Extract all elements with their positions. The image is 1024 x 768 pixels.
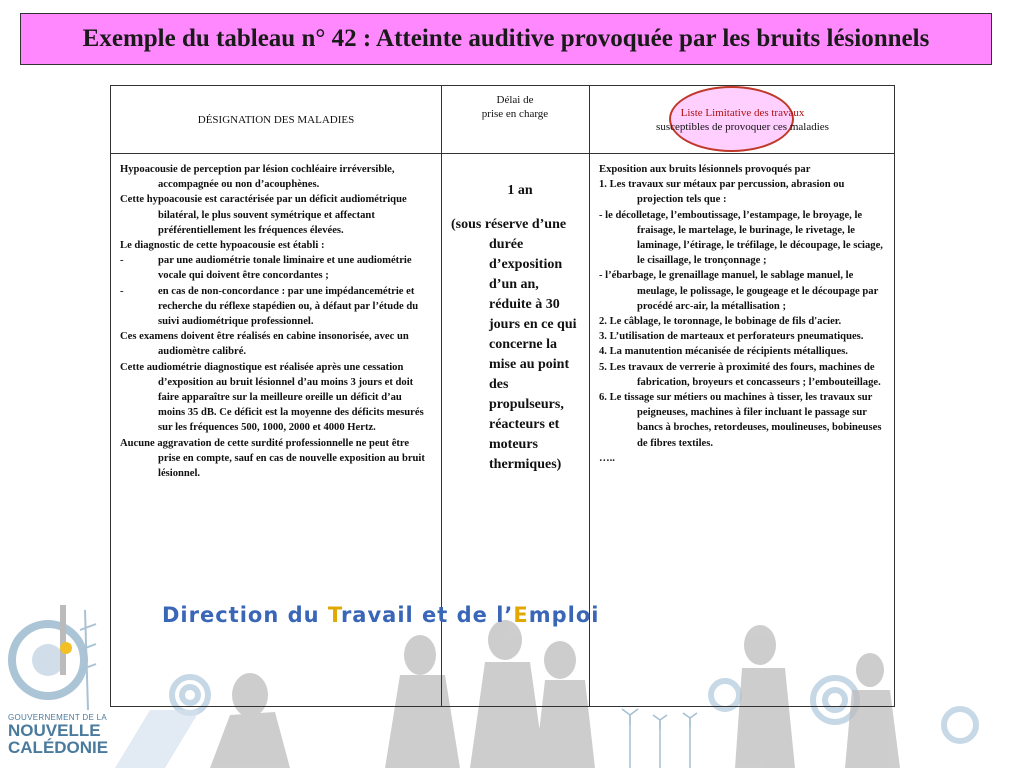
designation-bullet: - en cas de non-concordance : par une impédancemétrie et recherche du réflexe stapédien ou, à défaut par l’étude du suivi audiométrique professionnel. [120, 285, 419, 328]
travaux-item: Exposition aux bruits lésionnels provoqués par [599, 164, 811, 175]
travaux-cell [599, 162, 891, 466]
delai-cell [445, 181, 585, 475]
travaux-ellipsis: ….. [599, 452, 615, 464]
designation-paragraph: Le diagnostic de cette hypoacousie est établi : [120, 240, 325, 252]
travaux-item: 3. L’utilisation de marteaux et perforateurs pneumatiques. [599, 331, 864, 343]
direction-banner: Direction du Travail et de l’Emploi [162, 603, 600, 627]
travaux-item: 2. Le câblage, le toronnage, le bobinage de fils d'acier. [599, 316, 842, 328]
designation-paragraph: Aucune aggravation de cette surdité professionnelle ne peut être prise en compte, sauf en cas de nouvelle exposition au bruit lésionnel. [120, 437, 425, 480]
travaux-item: - l’ébarbage, le grenaillage manuel, le sablage manuel, le meulage, le polissage, le gougeage et le découpage par procédé arc-air, la métallisation ; [599, 270, 879, 312]
header-delai: Délai de prise en charge [481, 94, 549, 120]
delai-note: (sous réserve d’une durée d’exposition d’un an, réduite à 30 jours en ce qui concerne la mise au point des propulseurs, réacteurs et moteurs thermiques) [451, 217, 577, 472]
travaux-item: 1. Les travaux sur métaux par percussion, abrasion ou projection tels que : [599, 179, 845, 206]
travaux-item: 4. La manutention mécanisée de récipients métalliques. [599, 346, 848, 358]
designation-paragraph: Cette audiométrie diagnostique est réalisée après une cessation d’exposition au bruit lésionnel d’au moins 3 jours et doit faire apparaître sur la meilleure oreille un déficit d’au moins 35 dB. Ce déficit est la moyenne des déficits mesurés sur les fréquences 500, 1000, 2000 et 4000 Hertz. [120, 361, 424, 434]
travaux-item: 5. Les travaux de verrerie à proximité des fours, machines de fabrication, broyeurs et concasseurs ; l’embouteillage. [599, 361, 881, 388]
designation-paragraph: Hypoacousie de perception par lésion cochléaire irréversible, accompagnée ou non d’acouphènes. [120, 164, 395, 191]
header-liste-travaux: Liste Limitative des travaux susceptibles de provoquer ces maladies [656, 106, 829, 133]
designation-paragraph: Ces examens doivent être réalisés en cabine insonorisée, avec un audiomètre calibré. [120, 331, 409, 358]
travaux-item: 6. Le tissage sur métiers ou machines à tisser, les travaux sur peigneuses, machines à filer incluant le passage sur bancs à broches, retordeuses, moulineuses, bobineuses de fibres textiles. [599, 392, 882, 449]
travaux-item: - le décolletage, l’emboutissage, l’estampage, le broyage, le fraisage, le martelage, le burinage, le rivetage, le laminage, l’étirage, le tréfilage, le découpage, le sciage, le cisaillage, le tronçonnage ; [599, 209, 883, 267]
designation-cell [120, 162, 430, 481]
page-title: Exemple du tableau n° 42 : Atteinte auditive provoquée par les bruits lésionnels [82, 25, 930, 52]
designation-bullet: - par une audiométrie tonale liminaire et une audiométrie vocale qui doivent être concordantes ; [120, 255, 412, 282]
title-banner [20, 13, 992, 65]
designation-paragraph: Cette hypoacousie est caractérisée par un déficit audiométrique bilatéral, le plus souvent symétrique et affectant préférentiellement les fréquences élevées. [120, 194, 407, 236]
government-logo: GOUVERNEMENT DE LA NOUVELLE CALÉDONIE [8, 713, 109, 757]
header-designation: DÉSIGNATION DES MALADIES [197, 113, 355, 126]
delai-value: 1 an [507, 183, 533, 198]
